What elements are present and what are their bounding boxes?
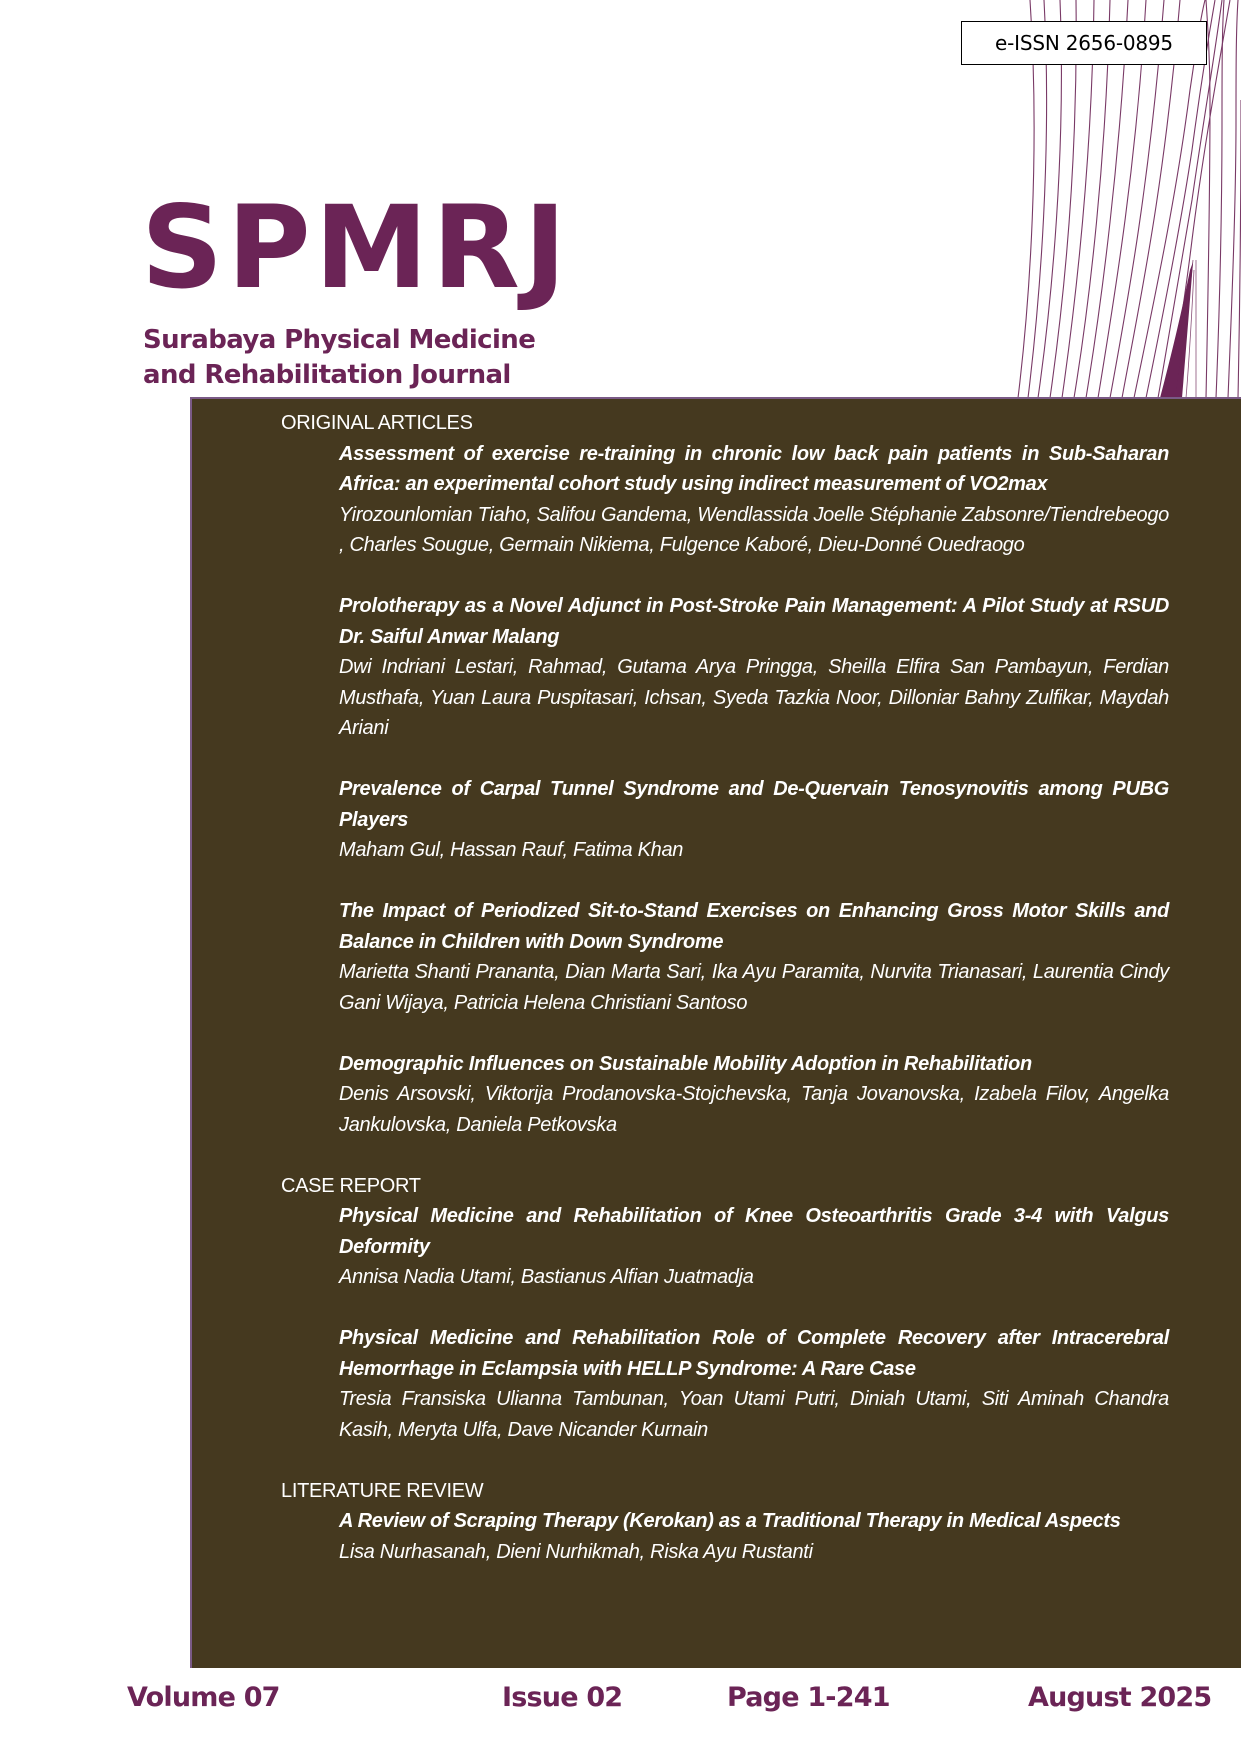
section-literature-review xyxy=(281,1476,1169,1568)
page-range-label: Page 1-241 xyxy=(727,1682,890,1713)
article-title[interactable]: Demographic Influences on Sustainable Mobility Adoption in Rehabilitation xyxy=(339,1052,1032,1075)
section-title: CASE REPORT xyxy=(281,1174,421,1197)
article-entry[interactable] xyxy=(281,1201,1169,1293)
journal-name-line2: and Rehabilitation Journal xyxy=(143,360,511,390)
section-title: LITERATURE REVIEW xyxy=(281,1479,484,1502)
issue-info-footer xyxy=(0,1682,1241,1722)
journal-full-name xyxy=(143,323,535,393)
article-authors: Lisa Nurhasanah, Dieni Nurhikmah, Riska Ayu Rustanti xyxy=(339,1540,813,1563)
article-entry[interactable] xyxy=(281,439,1169,561)
article-authors: Dwi Indriani Lestari, Rahmad, Gutama Arya Pringga, Sheilla Elfira San Pambayun, Ferdian Musthafa, Yuan Laura Puspitasari, Ichsan, Syeda Tazkia Noor, Dilloniar Bahny Zulfikar, Maydah Ariani xyxy=(339,656,1169,739)
article-entry[interactable] xyxy=(281,1049,1169,1141)
article-authors: Annisa Nadia Utami, Bastianus Alfian Juatmadja xyxy=(339,1266,754,1288)
article-title[interactable]: A Review of Scraping Therapy (Kerokan) as a Traditional Therapy in Medical Aspects xyxy=(339,1510,1121,1532)
publication-date-label: August 2025 xyxy=(1028,1682,1212,1713)
article-entry[interactable] xyxy=(281,1506,1169,1567)
issue-label: Issue 02 xyxy=(502,1682,623,1713)
article-entry[interactable] xyxy=(281,1323,1169,1445)
journal-name-line1: Surabaya Physical Medicine xyxy=(143,325,536,355)
section-original-articles xyxy=(281,408,1169,1140)
article-entry[interactable] xyxy=(281,896,1169,1018)
article-authors: Maham Gul, Hassan Rauf, Fatima Khan xyxy=(339,839,684,861)
article-title[interactable]: Assessment of exercise re-training in chronic low back pain patients in Sub-Saharan Africa: an experimental cohort study using indirect measurement of VO2max xyxy=(339,442,1169,495)
section-title: ORIGINAL ARTICLES xyxy=(281,412,473,434)
article-authors: Marietta Shanti Prananta, Dian Marta Sari, Ika Ayu Paramita, Nurvita Trianasari, Laurentia Cindy Gani Wijaya, Patricia Helena Christiani Santoso xyxy=(339,961,1169,1014)
article-entry[interactable] xyxy=(281,774,1169,866)
section-case-report xyxy=(281,1171,1169,1446)
table-of-contents xyxy=(281,408,1169,1589)
article-authors: Tresia Fransiska Ulianna Tambunan, Yoan Utami Putri, Diniah Utami, Siti Aminah Chandra Kasih, Meryta Ulfa, Dave Nicander Kurnain xyxy=(339,1388,1169,1441)
article-title[interactable]: Physical Medicine and Rehabilitation Role of Complete Recovery after Intracerebral Hemorrhage in Eclampsia with HELLP Syndrome: A Rare Case xyxy=(339,1327,1169,1380)
issn-text: e-ISSN 2656-0895 xyxy=(995,31,1173,55)
article-title[interactable]: Prolotherapy as a Novel Adjunct in Post-Stroke Pain Management: A Pilot Study at RSUD Dr. Saiful Anwar Malang xyxy=(339,595,1169,648)
journal-logo: SPMRJ xyxy=(141,181,571,314)
article-title[interactable]: Physical Medicine and Rehabilitation of Knee Osteoarthritis Grade 3-4 with Valgus Deformity xyxy=(339,1205,1169,1258)
issn-box xyxy=(961,21,1207,65)
volume-label: Volume 07 xyxy=(127,1682,280,1713)
article-authors: Denis Arsovski, Viktorija Prodanovska-Stojchevska, Tanja Jovanovska, Izabela Filov, Angelka Jankulovska, Daniela Petkovska xyxy=(339,1083,1169,1136)
article-title[interactable]: Prevalence of Carpal Tunnel Syndrome and De-Quervain Tenosynovitis among PUBG Players xyxy=(339,778,1169,831)
article-authors: Yirozounlomian Tiaho, Salifou Gandema, Wendlassida Joelle Stéphanie Zabsonre/Tiendrebeogo , Charles Sougue, Germain Nikiema, Fulgence Kaboré, Dieu-Donné Ouedraogo xyxy=(339,503,1169,556)
article-title[interactable]: The Impact of Periodized Sit-to-Stand Exercises on Enhancing Gross Motor Skills and Balance in Children with Down Syndrome xyxy=(339,900,1169,953)
article-entry[interactable] xyxy=(281,591,1169,744)
